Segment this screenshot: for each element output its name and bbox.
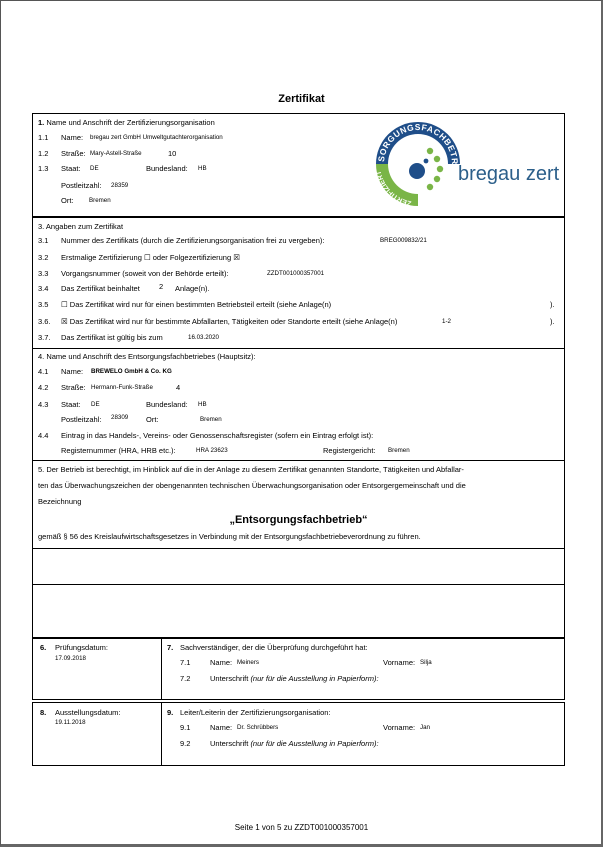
certificate-table-3 <box>32 216 565 342</box>
register-number-label: Registernummer (HRA, HRB etc.): <box>61 446 176 455</box>
row-7-2-number: 7.2 <box>180 674 191 683</box>
head-last-name: Dr. Schrübbers <box>237 724 279 731</box>
row-3-4-suffix: Anlage(n). <box>175 284 210 293</box>
row-3-6-end: ). <box>550 317 555 326</box>
row-1-2-number: 1.2 <box>38 149 49 158</box>
issue-date-label: Ausstellungsdatum: <box>55 708 121 717</box>
inspection-date-label: Prüfungsdatum: <box>55 643 108 652</box>
expert-first-name-label: Vorname: <box>383 658 416 667</box>
section-8-number: 8. <box>40 708 47 717</box>
section-5-line-2: ten das Überwachungszeichen der obengenannten technischen Überwachungsorganisation oder Entsorgergemeinschaft und die <box>38 481 466 490</box>
row-3-3-number: 3.3 <box>38 269 49 278</box>
waste-emblem-icon <box>373 111 463 217</box>
row-7-2-note: (nur für die Ausstellung in Papierform): <box>250 674 379 683</box>
row-4-3-label: Staat: <box>61 400 81 409</box>
row-4-4-text: Eintrag in das Handels-, Vereins- oder Genossenschaftsregister (sofern ein Eintrag erfolgt ist): <box>61 431 374 440</box>
section-3 <box>32 217 565 349</box>
ring-text: SORGUNGSFACHBETR <box>375 121 461 166</box>
row-1-3-label: Staat: <box>61 164 81 173</box>
brand-name: bregau zert <box>458 163 560 185</box>
blank-row-1 <box>32 548 565 585</box>
section-4-heading: 4. Name und Anschrift des Entsorgungsfachbetriebes (Hauptsitz): <box>38 352 256 361</box>
org-city-label: Ort: <box>61 196 74 205</box>
company-zip-label: Postleitzahl: <box>61 415 102 424</box>
row-3-6-number: 3.6. <box>38 317 51 326</box>
company-zip: 28309 <box>111 414 129 421</box>
org-state-label: Bundesland: <box>146 164 188 173</box>
row-4-1-label: Name: <box>61 367 84 376</box>
section-7-number: 7. <box>167 643 174 652</box>
process-number: ZZDT001000357001 <box>267 270 325 277</box>
valid-until: 16.03.2020 <box>188 334 219 341</box>
register-court: Bremen <box>388 447 410 454</box>
row-4-1-number: 4.1 <box>38 367 49 376</box>
section-6-number: 6. <box>40 643 47 652</box>
expert-last-name: Meiners <box>237 659 260 666</box>
org-street: Mary-Astell-Straße <box>90 150 142 157</box>
org-zip: 28359 <box>111 182 129 189</box>
company-street-number: 4 <box>176 383 181 392</box>
section-1-heading: Name und Anschrift der Zertifizierungsorganisation <box>46 118 215 127</box>
ring-text-2: ZERTIFIZIERT <box>375 169 413 207</box>
company-city-label: Ort: <box>146 415 159 424</box>
column-divider-2 <box>161 703 162 765</box>
row-9-1-label: Name: <box>210 723 233 732</box>
row-4-2-number: 4.2 <box>38 383 49 392</box>
section-5-line-1: 5. Der Betrieb ist berechtigt, im Hinblick auf die in der Anlage zu diesem Zertifikat genannten Standorte, Tätigkeiten und Abfallar- <box>38 465 464 474</box>
row-1-1-number: 1.1 <box>38 133 49 142</box>
waste-company-designation: „Entsorgungsfachbetrieb“ <box>229 514 368 526</box>
issue-date: 19.11.2018 <box>55 719 86 726</box>
blank-row-2 <box>32 585 565 639</box>
org-country: DE <box>90 165 99 172</box>
section-4 <box>32 347 565 461</box>
row-3-1-number: 3.1 <box>38 236 49 245</box>
company-state-label: Bundesland: <box>146 400 188 409</box>
column-divider <box>161 638 162 699</box>
section-9-heading: Leiter/Leiterin der Zertifizierungsorganisation: <box>180 708 331 717</box>
register-court-label: Registergericht: <box>323 446 376 455</box>
row-9-2-number: 9.2 <box>180 739 191 748</box>
section-9-number: 9. <box>167 708 174 717</box>
attachment-count: 2 <box>159 282 164 291</box>
org-city: Bremen <box>89 197 111 204</box>
row-3-7-text: Das Zertifikat ist gültig bis zum <box>61 333 163 342</box>
row-3-1-text: Nummer des Zertifikats (durch die Zertifizierungsorganisation frei zu vergeben): <box>61 236 325 245</box>
certificate-table-6-7 <box>32 637 565 683</box>
row-4-2-label: Straße: <box>61 383 86 392</box>
section-7-heading: Sachverständiger, der die Überprüfung durchgeführt hat: <box>180 643 368 652</box>
row-7-2-label: Unterschrift <box>210 674 249 683</box>
org-zip-label: Postleitzahl: <box>61 181 102 190</box>
company-country: DE <box>91 401 100 408</box>
row-3-4-number: 3.4 <box>38 284 49 293</box>
certificate-number: BREG009832/21 <box>380 237 427 244</box>
attachment-range: 1-2 <box>442 318 451 325</box>
section-8-9 <box>32 703 565 766</box>
row-3-3-text: Vorgangsnummer (soweit von der Behörde erteilt): <box>61 269 229 278</box>
row-7-1-number: 7.1 <box>180 658 191 667</box>
section-6-7 <box>32 638 565 700</box>
page-title: Zertifikat <box>278 93 325 105</box>
row-4-4-number: 4.4 <box>38 431 49 440</box>
row-3-2-number: 3.2 <box>38 253 49 262</box>
row-1-2-label: Straße: <box>61 149 86 158</box>
head-first-name-label: Vorname: <box>383 723 416 732</box>
page-footer: Seite 1 von 5 zu ZZDT001000357001 <box>234 823 369 832</box>
org-state: HB <box>198 165 207 172</box>
section-5 <box>32 460 565 549</box>
section-3-heading: 3. Angaben zum Zertifikat <box>38 222 124 231</box>
certificate-table-8-9 <box>32 702 565 748</box>
company-name: BREWELO GmbH & Co. KG <box>91 368 172 375</box>
row-7-1-label: Name: <box>210 658 233 667</box>
row-3-4-text: Das Zertifikat beinhaltet <box>61 284 140 293</box>
head-first-name: Jan <box>420 724 430 731</box>
section-5-line-4: gemäß § 56 des Kreislaufwirtschaftsgesetzes in Verbindung mit der Entsorgungsfachbetriebeverordnung zu führen. <box>38 532 421 541</box>
section-5-line-3: Bezeichnung <box>38 497 82 506</box>
row-3-5-number: 3.5 <box>38 300 49 309</box>
row-3-6-text: ☒ Das Zertifikat wird nur für bestimmte Abfallarten, Tätigkeiten oder Standorte erteilt (siehe Anlage(n) <box>61 317 398 326</box>
company-street: Hermann-Funk-Straße <box>91 384 153 391</box>
company-state: HB <box>198 401 207 408</box>
row-4-3-number: 4.3 <box>38 400 49 409</box>
section-1-number: 1. <box>38 118 45 127</box>
expert-first-name: Silja <box>420 659 432 666</box>
inspection-date: 17.09.2018 <box>55 655 86 662</box>
row-3-7-number: 3.7. <box>38 333 51 342</box>
row-3-5-text: ☐ Das Zertifikat wird nur für einen bestimmten Betriebsteil erteilt (siehe Anlage(n) <box>61 300 332 309</box>
row-3-2-text: Erstmalige Zertifizierung ☐ oder Folgezertifizierung ☒ <box>61 253 240 262</box>
org-name: bregau zert GmbH Umweltgutachterorganisation <box>90 134 223 141</box>
row-3-5-end: ). <box>550 300 555 309</box>
row-1-3-number: 1.3 <box>38 164 49 173</box>
register-number: HRA 23623 <box>196 447 228 454</box>
company-city: Bremen <box>200 416 222 423</box>
row-9-1-number: 9.1 <box>180 723 191 732</box>
org-street-number: 10 <box>168 149 177 158</box>
row-9-2-label: Unterschrift <box>210 739 249 748</box>
row-1-1-label: Name: <box>61 133 84 142</box>
row-9-2-note: (nur für die Ausstellung in Papierform): <box>250 739 379 748</box>
